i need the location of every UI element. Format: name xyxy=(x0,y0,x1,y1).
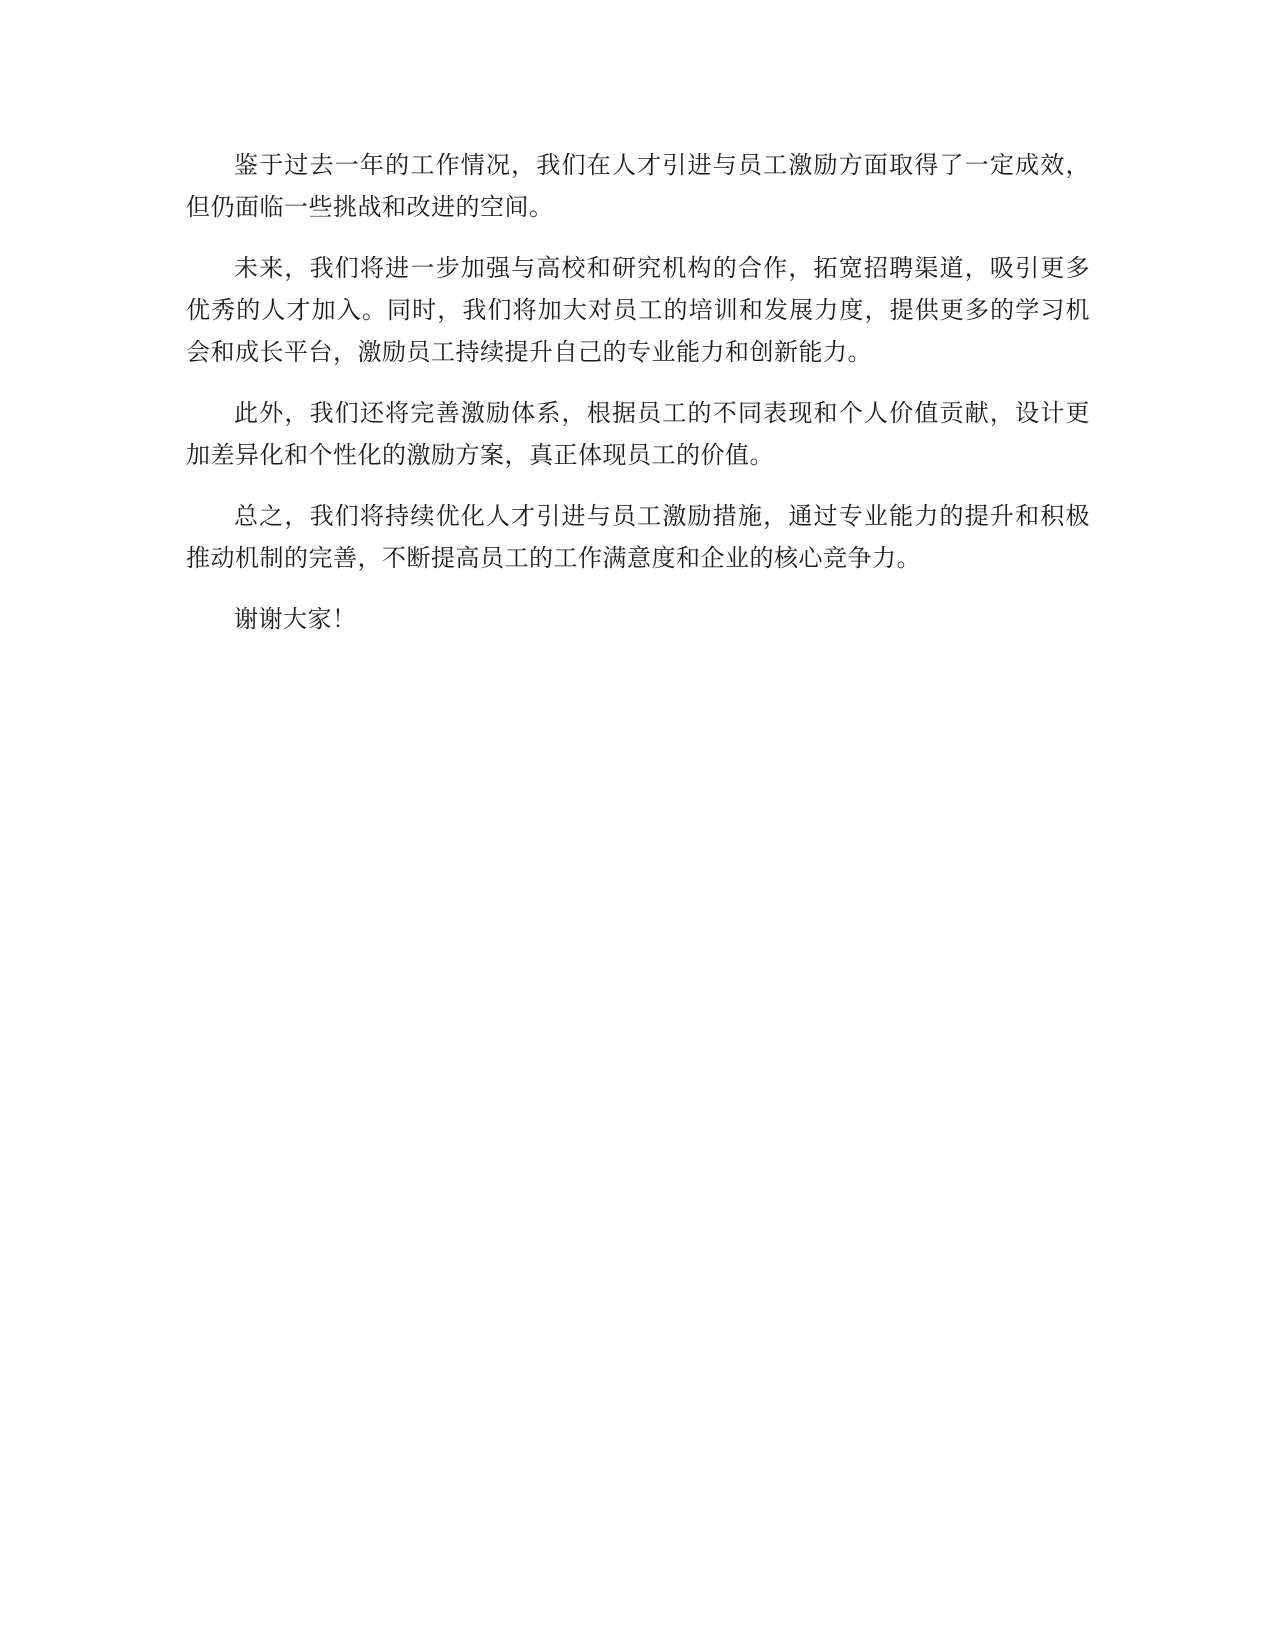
paragraph-summary: 鉴于过去一年的工作情况，我们在人才引进与员工激励方面取得了一定成效，但仍面临一些挑战和改进的空间。 xyxy=(186,151,1090,221)
paragraph-incentive-system: 此外，我们还将完善激励体系，根据员工的不同表现和个人价值贡献，设计更加差异化和个性化的激励方案，真正体现员工的价值。 xyxy=(186,399,1090,469)
paragraph-conclusion: 总之，我们将持续优化人才引进与员工激励措施，通过专业能力的提升和积极推动机制的完善，不断提高员工的工作满意度和企业的核心竞争力。 xyxy=(186,502,1090,572)
paragraph-thanks: 谢谢大家！ xyxy=(234,605,357,633)
paragraph-future-plans: 未来，我们将进一步加强与高校和研究机构的合作，拓宽招聘渠道，吸引更多优秀的人才加入。同时，我们将加大对员工的培训和发展力度，提供更多的学习机会和成长平台，激励员工持续提升自己的专业能力和创新能力。 xyxy=(186,254,1090,366)
document-body xyxy=(186,144,1090,659)
